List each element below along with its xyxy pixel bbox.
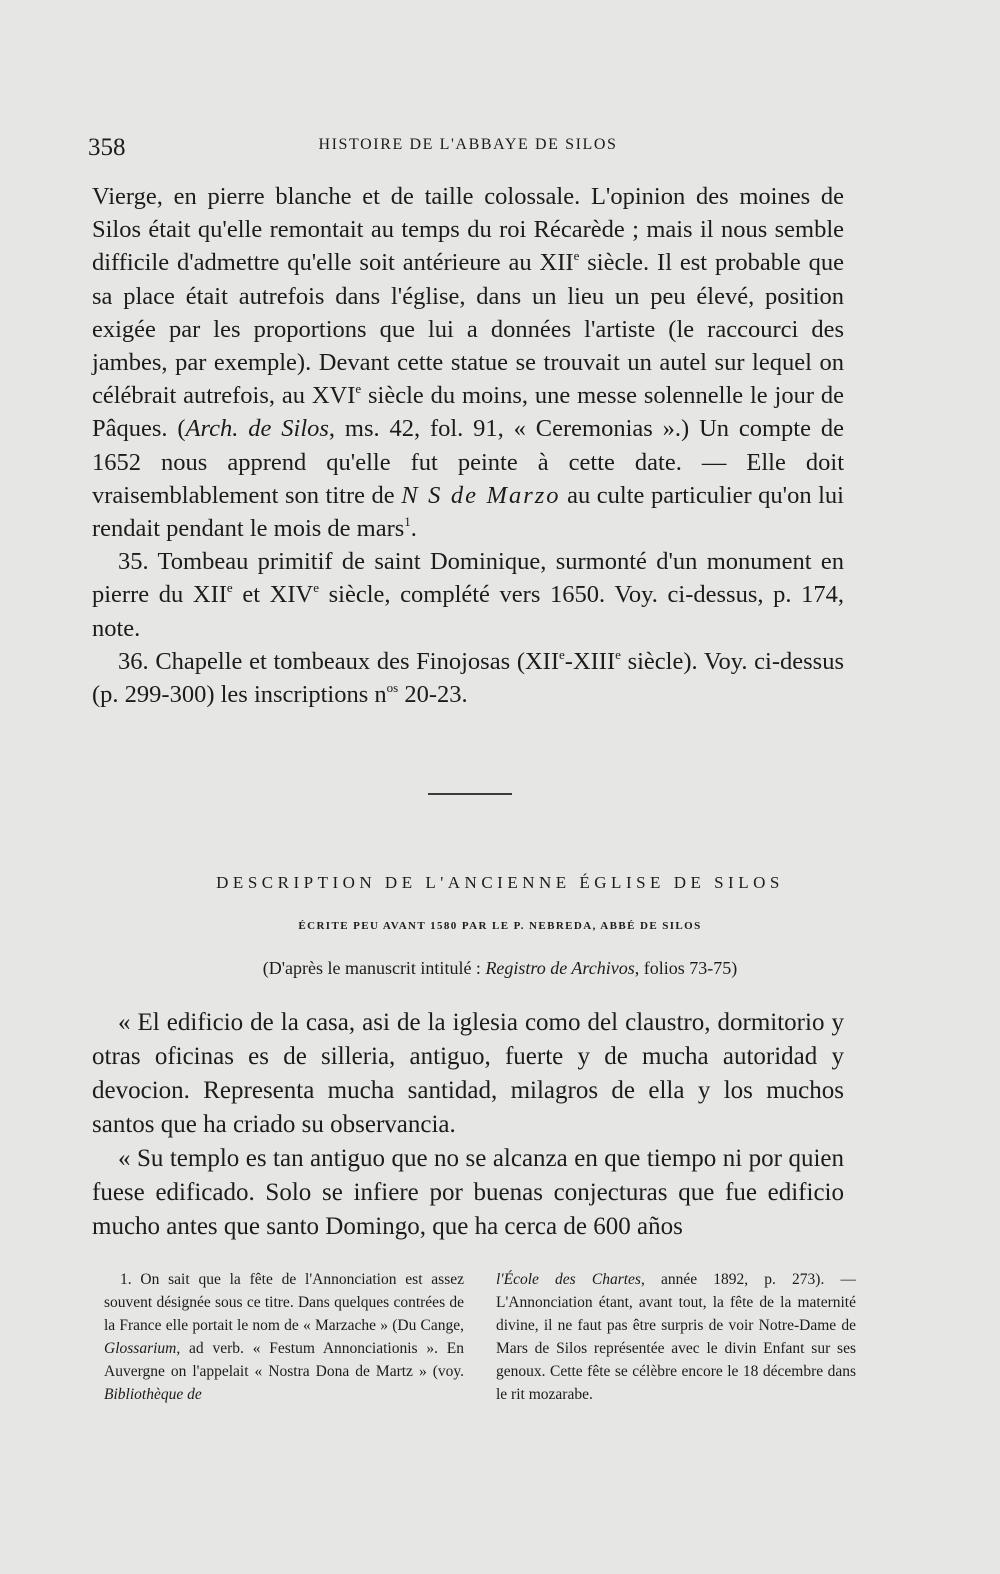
spanish-quotation: [92, 1006, 844, 1244]
running-title: HISTOIRE DE L'ABBAYE DE SILOS: [318, 136, 618, 153]
footnote-ref: 1: [404, 514, 411, 530]
statue-paragraph: Vierge, en pierre blanche et de taille colossale. L'opinion des moines de Silos était qu'elle remontait au temps du roi Récarède ; mais il nous semble difficile d'admettre qu'elle soit antérieure au XIIe siècle. Il est probable que sa place était autrefois dans l'église, dans un lieu un peu élevé, position exigée par les proportions que lui a données l'artiste (le raccourci des jambes, par exemple). Devant cette statue se trouvait un autel sur lequel on célébrait autrefois, au XVIe siècle du moins, une messe solennelle le jour de Pâques. (Arch. de Silos, ms. 42, fol. 91, « Ceremonias ».) Un compte de 1652 nous apprend qu'elle fut peinte à cette date. — Elle doit vraisemblablement son titre de N S de Marzo au culte particulier qu'on lui rendait pendant le mois de mars$^1$.: [92, 183, 844, 543]
marzo-title: N S de Marzo: [401, 481, 561, 509]
arch-reference: Arch. de Silos: [185, 415, 329, 443]
item-36: 36. Chapelle et tombeaux des Finojosas (XIIe-XIIIe siècle). Voy. ci-dessus (p. 299-300) les inscriptions $n^{os}$ 20-23.: [92, 646, 845, 709]
main-text-upper: [92, 180, 844, 711]
page-number: 358: [88, 134, 126, 161]
item-35: 35. Tombeau primitif de saint Dominique, surmonté d'un monument en pierre du XIIe et XIVe siècle, complété vers 1650. Voy. ci-dessus, p. 174, note.: [92, 548, 844, 642]
section-divider: [428, 793, 512, 795]
manuscript-title: Registro de Archivos: [485, 958, 635, 978]
running-head: [88, 128, 848, 168]
quote-paragraph-1: « El edificio de la casa, asi de la iglesia como del claustro, dormitorio y otras oficinas es de silleria, antiguo, fuerte y de mucha autoridad y devocion. Representa mucha santidad, milagros de ella y los muchos santos que ha criado su observancia.: [92, 1009, 844, 1138]
footnote-column-left: [104, 1268, 464, 1406]
section-title: DESCRIPTION DE L'ANCIENNE ÉGLISE DE SILOS: [216, 873, 784, 892]
footnote-1-continued: l'École des Chartes, année 1892, p. 273). — L'Annonciation étant, avant tout, la fête de la maternité divine, il ne faut pas être surpris de voir Notre-Dame de Mars de Silos représentée avec le divin Enfant sur ses genoux. Cette fête se célèbre encore le 18 décembre dans le rit mozarabe.: [496, 1271, 856, 1403]
footnote-1: 1. On sait que la fête de l'Annonciation est assez souvent désignée sous ce titre. Dans quelques contrées de la France elle portait le nom de « Marzache » (Du Cange, Glossarium, ad verb. « Festum Annonciationis ». En Auvergne on l'appelait « Nostra Dona de Martz » (voy. Bibliothèque de: [104, 1271, 464, 1403]
section-source: (D'après le manuscrit intitulé : Registro de Archivos, folios 73-75): [262, 958, 738, 978]
section-subtitle: ÉCRITE PEU AVANT 1580 PAR LE P. NEBREDA, ABBÉ DE SILOS: [298, 920, 702, 932]
quote-paragraph-2: « Su templo es tan antiguo que no se alcanza en que tiempo ni por quien fuese edificado. Solo se infiere por buenas conjecturas que fue edificio mucho antes que santo Domingo, que ha cerca de 600 años: [92, 1145, 844, 1240]
footnote-column-right: [496, 1268, 856, 1406]
